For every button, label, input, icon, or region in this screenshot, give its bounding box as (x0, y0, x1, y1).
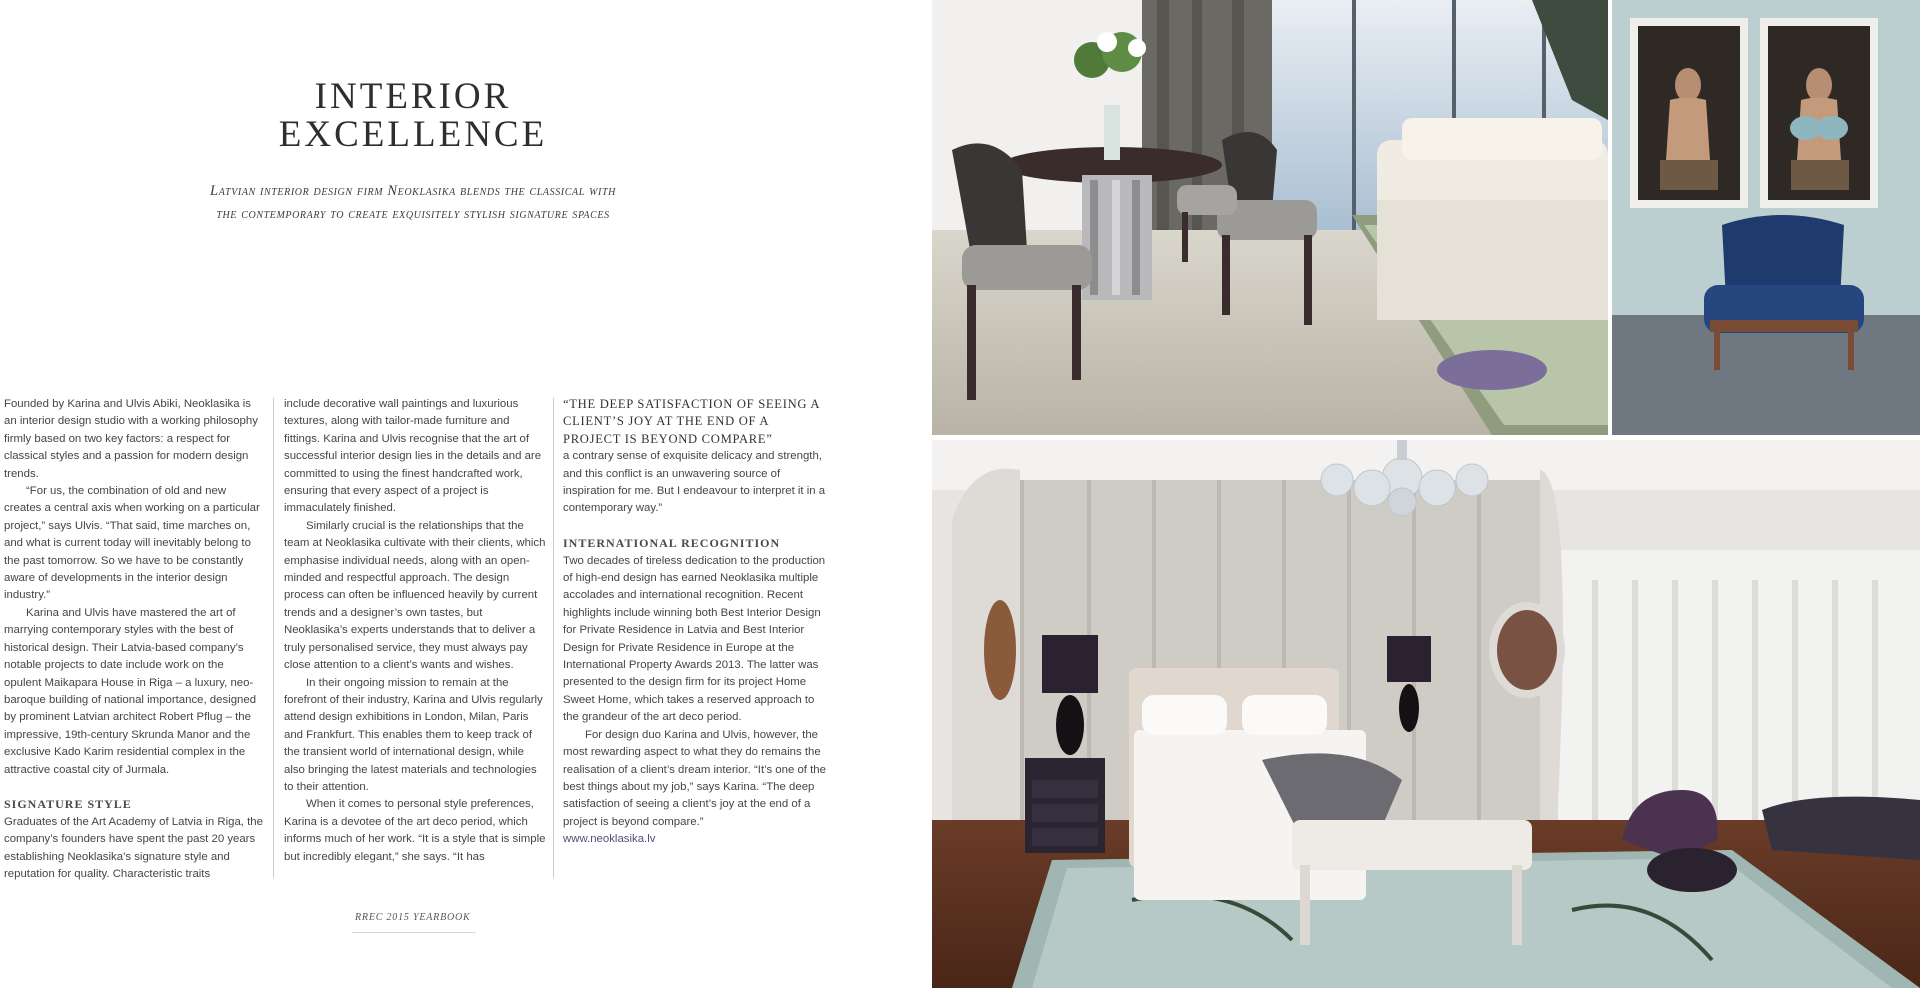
title-line-2: EXCELLENCE (278, 114, 548, 155)
website-link[interactable]: www.neoklasika.lv (563, 833, 656, 846)
paragraph: In their ongoing mission to remain at the forefront of their industry, Karina and Ulvis regularly attend design exhibitions in London, Milan, Paris and Frankfurt. This enables them to keep track of the transient world of international design, while also bringing the latest materials and technologies to their attention. (284, 676, 543, 793)
column-divider (273, 398, 274, 878)
text-column-2 (284, 396, 546, 866)
paragraph: Two decades of tireless dedication to the production of high-end design has earned Neoklasika multiple accolades and international recognition. Recent highlights include winning both Best Interior Design for Private Residence in Latvia and Best Interior Design for Private Residence in Europe at the International Property Awards 2013. The latter was presented to the design firm for its project Home Sweet Home, which takes a reserved approach to the grandeur of the art deco period. (563, 554, 826, 724)
footer-rule (352, 932, 476, 933)
paragraph: Graduates of the Art Academy of Latvia in Riga, the company’s founders have spent the past 20 years establishing Neoklasika’s signature style and reputation for quality. Characteristic traits (4, 815, 263, 880)
paragraph: Karina and Ulvis have mastered the art of marrying contemporary styles with the best of historical design. Their Latvia-based company’s notable projects to date include work on the opulent Maikapara House in Riga – a luxury, neo-baroque building of national importance, designed by prominent Latvian architect Robert Pflug – the impressive, 19th-century Skrunda Manor and the exclusive Kado Karim residential complex in the attractive coastal city of Jurmala. (4, 606, 257, 776)
pull-quote: “THE DEEP SATISFACTION OF SEEING A CLIENT’S JOY AT THE END OF A PROJECT IS BEYOND COMPARE” (563, 397, 820, 446)
blue-armchair-photo (1612, 0, 1920, 435)
title-line-1: INTERIOR (314, 76, 512, 117)
section-heading-international-recognition: INTERNATIONAL RECOGNITION (563, 536, 781, 551)
text-column-1 (4, 396, 264, 883)
paragraph: For design duo Karina and Ulvis, however, the most rewarding aspect to what they do remains the realisation of a client’s dream interior. “It’s one of the best things about my job,” says Karina. “The deep satisfaction of seeing a client’s joy at the end of a project is beyond compare.” (563, 728, 826, 828)
dining-room-photo (932, 0, 1608, 435)
paragraph: include decorative wall paintings and luxurious textures, along with tailor-made furniture and fittings. Karina and Ulvis recognise that the art of successful interior design lies in the details and are committed to using the finest handcrafted work, ensuring that every aspect of a project is immaculately finished. (284, 398, 542, 515)
section-heading-signature-style: SIGNATURE STYLE (4, 797, 132, 812)
article-subtitle: Latvian interior design firm Neoklasika blends the classical with the contemporary to create exquisitely stylish signature spaces (210, 183, 616, 222)
text-column-3 (563, 396, 829, 849)
page-footer: RREC 2015 YEARBOOK (355, 912, 471, 923)
paragraph: a contrary sense of exquisite delicacy and strength, and this conflict is an unwavering source of inspiration for me. But I endeavour to interpret it in a contemporary way.” (563, 450, 826, 515)
paragraph: “For us, the combination of old and new creates a central axis when working on a particular project,” says Ulvis. “That said, time marches on, and what is current today will inevitably belong to the past tomorrow. So we have to be constantly aware of developments in the interior design industry.” (4, 485, 260, 602)
paragraph: Similarly crucial is the relationships that the team at Neoklasika cultivate with their clients, which emphasise individual needs, along with an open-minded and respectful approach. The design process can often be influenced heavily by current trends and a designer’s own tastes, but Neoklasika’s experts understands that to deliver a truly personalised service, they must always pay close attention to a client’s wants and wishes. (284, 519, 546, 672)
paragraph: Founded by Karina and Ulvis Abiki, Neoklasika is an interior design studio with a working philosophy firmly based on two key factors: a respect for classical styles and a passion for modern design trends. (4, 398, 258, 480)
paragraph: When it comes to personal style preferences, Karina is a devotee of the art deco period, which informs much of her work. “It is a style that is simple but incredibly elegant,” she says. “It has (284, 798, 546, 863)
bedroom-photo (932, 440, 1920, 988)
article-title (0, 78, 826, 154)
column-divider (553, 398, 554, 878)
